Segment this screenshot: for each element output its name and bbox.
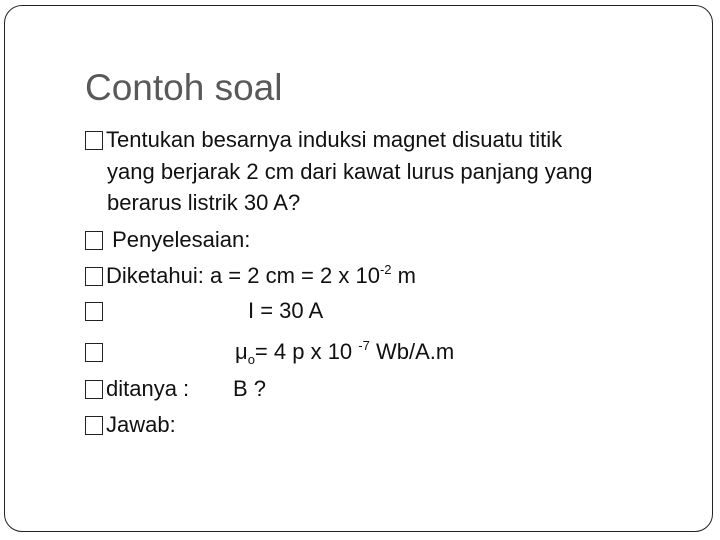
slide-frame <box>4 5 713 532</box>
asked-label: ditanya : <box>106 376 190 401</box>
bullet-box-icon <box>85 131 103 150</box>
answer-label: Jawab: <box>106 412 176 437</box>
mu-subscript: o <box>247 352 255 367</box>
bullet-box-icon <box>85 343 103 362</box>
mu-formula <box>235 338 454 366</box>
question-line-1 <box>85 126 562 154</box>
known-line <box>85 262 416 290</box>
question-text-1: Tentukan besarnya induksi magnet disuatu titik <box>106 127 563 152</box>
bullet-box-icon <box>85 267 103 286</box>
mu-text: = 4 p x 10 <box>254 339 359 364</box>
solution-label: Penyelesaian: <box>106 227 251 252</box>
current-bullet-line <box>85 297 106 325</box>
mu-unit: Wb/A.m <box>369 339 455 364</box>
bullet-box-icon <box>85 302 103 321</box>
mu-bullet-line <box>85 338 106 366</box>
bullet-box-icon <box>85 416 103 435</box>
solution-line <box>85 226 250 254</box>
bullet-box-icon <box>85 380 103 399</box>
asked-value: B ? <box>233 376 267 401</box>
asked-line <box>85 375 189 403</box>
question-line-2: yang berjarak 2 cm dari kawat lurus panjang yang <box>107 159 593 184</box>
known-unit: m <box>391 263 416 288</box>
known-text: Diketahui: a = 2 cm = 2 x 10 <box>106 263 380 288</box>
bullet-box-icon <box>85 231 103 250</box>
mu-exponent: -7 <box>358 338 370 353</box>
mu-symbol: μ <box>235 339 248 364</box>
question-line-3: berarus listrik 30 A? <box>107 190 301 215</box>
slide-title: Contoh soal <box>85 67 283 108</box>
known-exponent: -2 <box>379 262 392 277</box>
current-text: I = 30 A <box>248 298 324 323</box>
answer-line <box>85 411 176 439</box>
